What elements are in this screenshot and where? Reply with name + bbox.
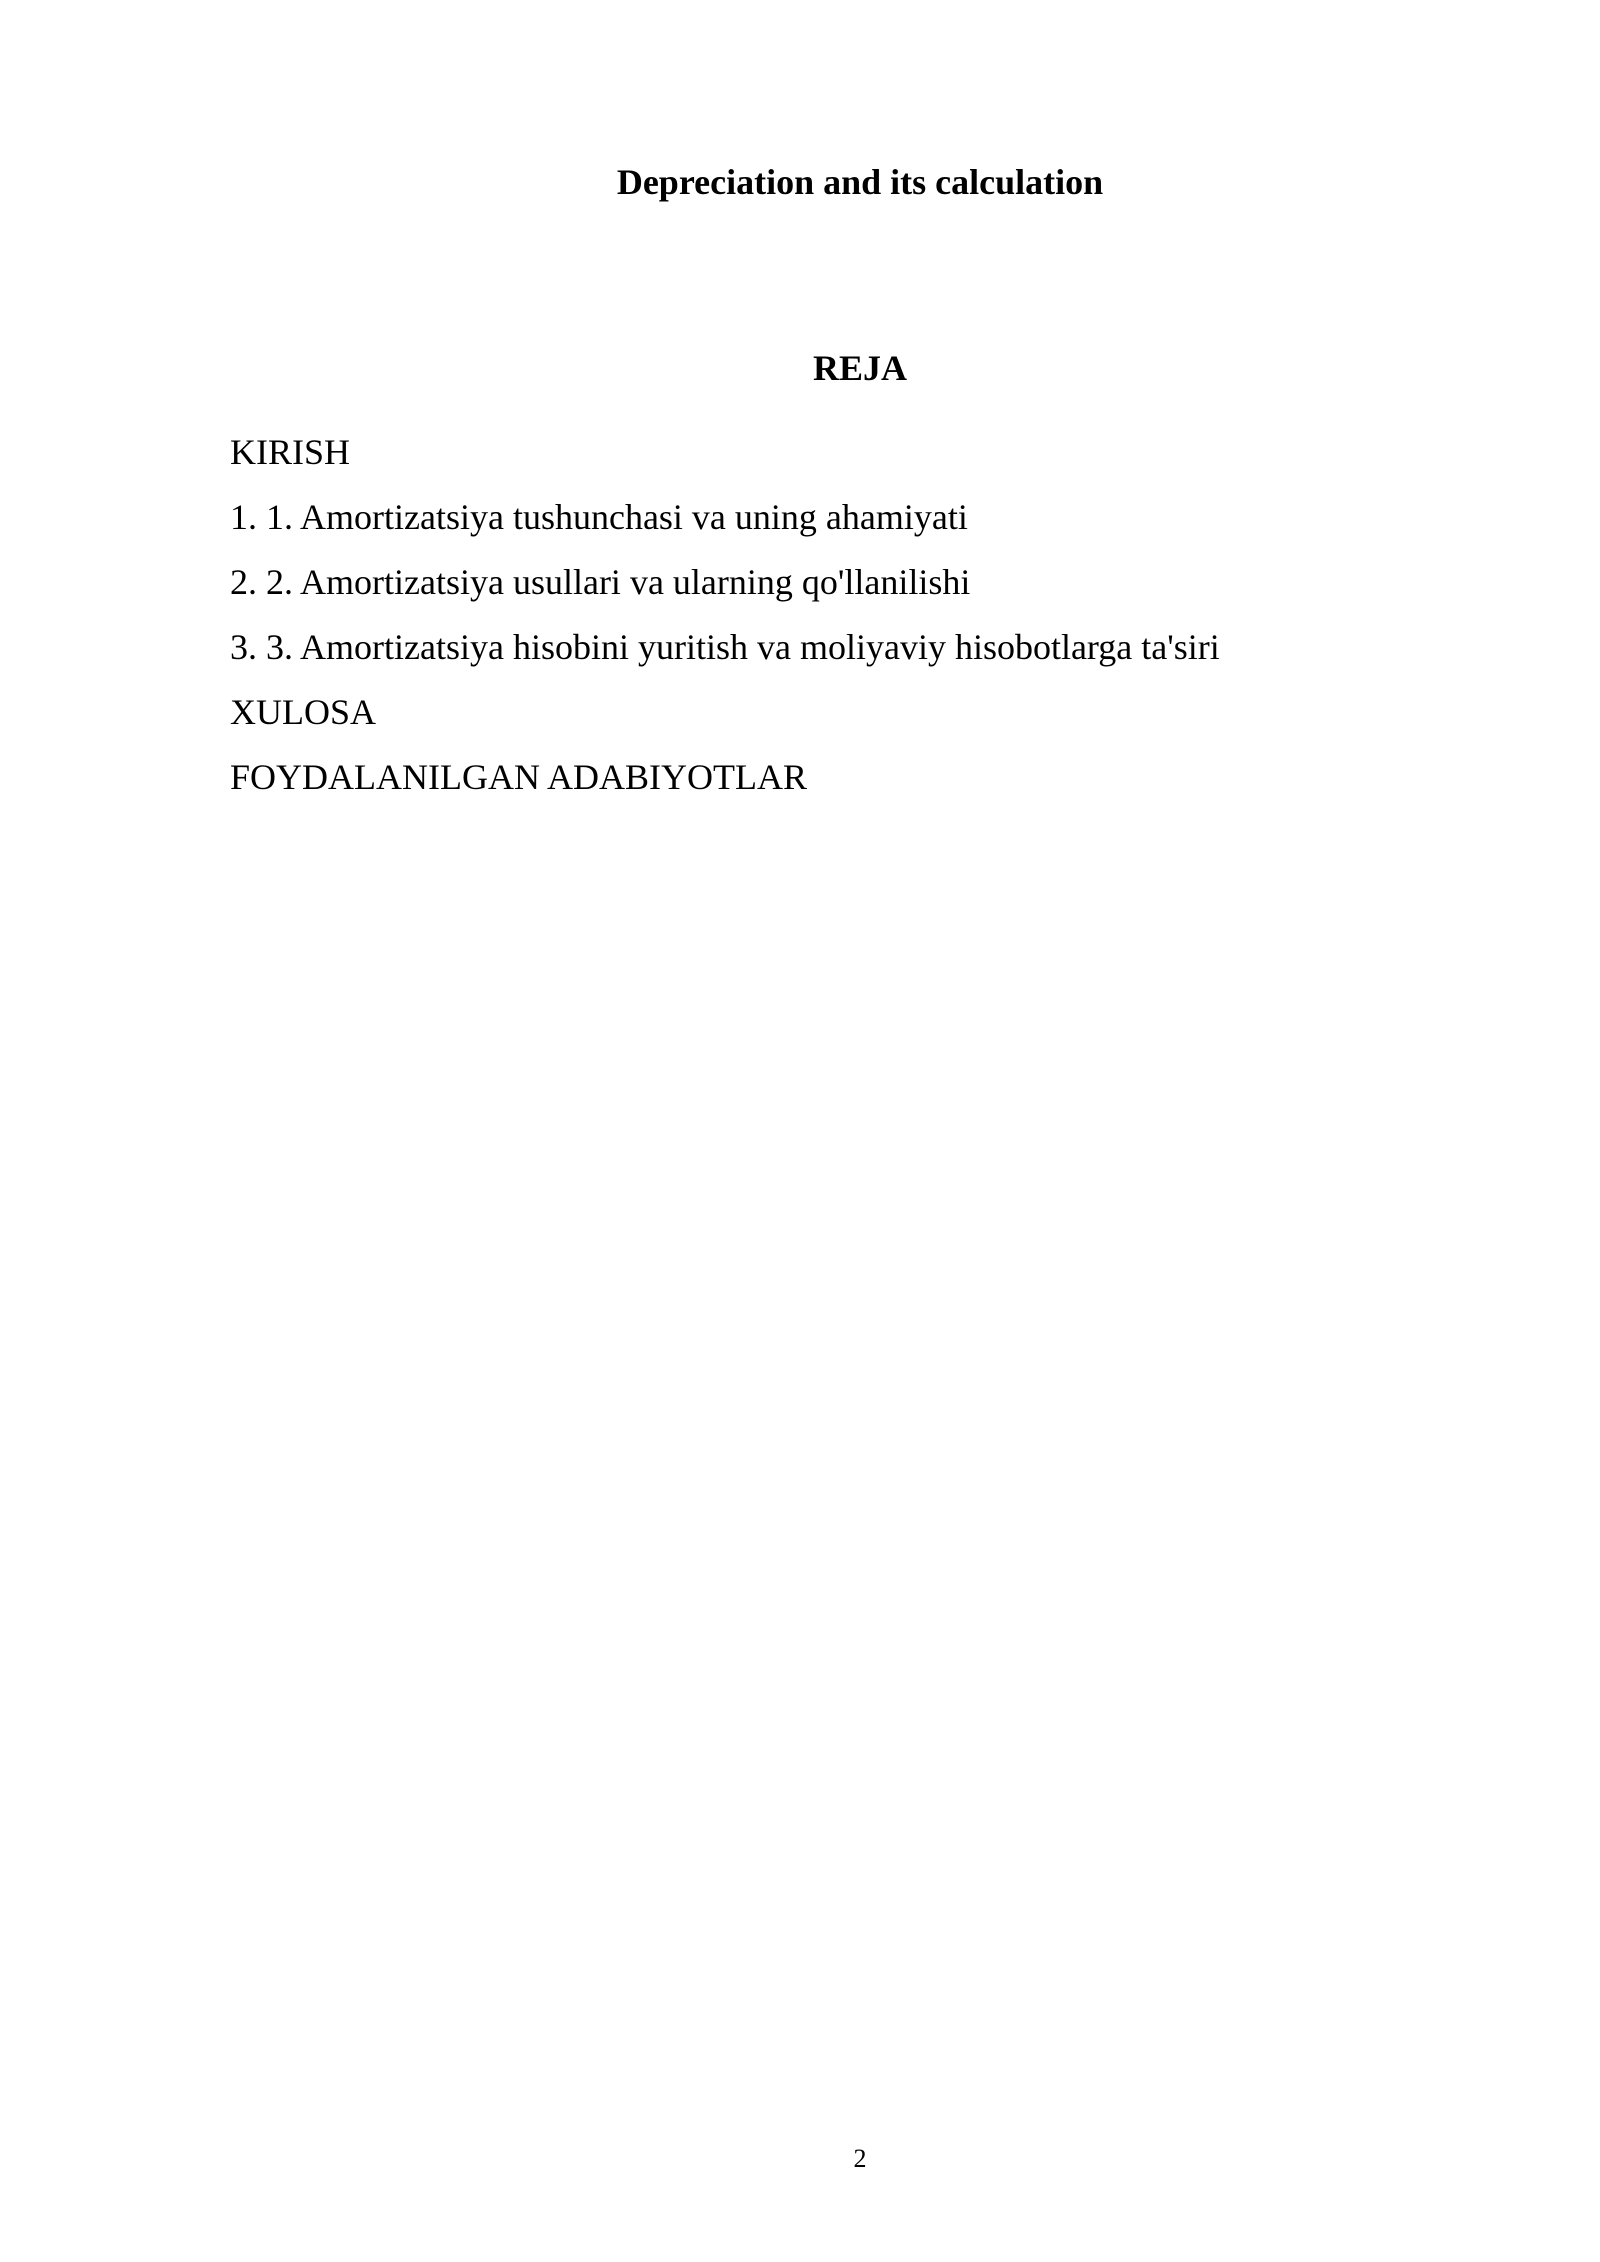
plan-item-conclusion: XULOSA (230, 692, 377, 732)
plan-item-chapter-1: 1. 1. Amortizatsiya tushunchasi va uning ahamiyati (230, 497, 968, 537)
plan-item-chapter-2: 2. 2. Amortizatsiya usullari va ularning qo'llanilishi (230, 562, 971, 602)
plan-item-introduction: KIRISH (230, 432, 351, 472)
plan-item-references: FOYDALANILGAN ADABIYOTLAR (230, 757, 807, 797)
document-title: Depreciation and its calculation (616, 162, 1104, 202)
plan-heading: REJA (812, 348, 907, 388)
plan-item-chapter-3: 3. 3. Amortizatsiya hisobini yuritish va moliyaviy hisobotlarga ta'siri (230, 627, 1220, 667)
page-number: 2 (853, 2144, 867, 2173)
plan-list (230, 420, 1220, 810)
